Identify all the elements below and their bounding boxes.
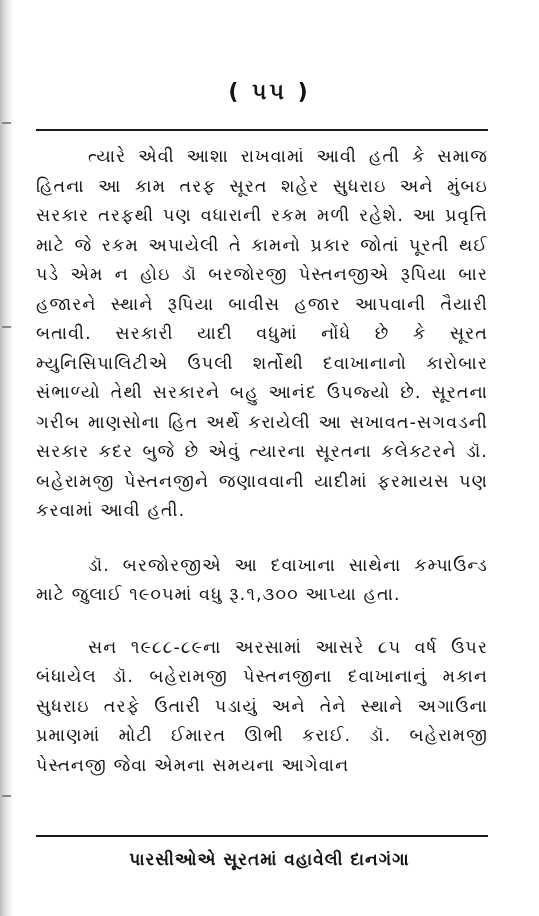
binding-mark [2,122,11,124]
footer-book-title: પારસીઓએ સૂરતમાં વહાવેલી દાનગંગા [129,850,410,870]
page-number: ( ૫૫ ) [228,80,311,105]
paragraph: ડૉ. બરજોરજીએ આ દવાખાના સાથેના કમ્પાઉન્ડ માટે જુલાઈ ૧૯૦૫માં વધુ રૂ.૧,૩૦૦ આપ્યા હતા. [36,555,488,605]
binding-mark [2,326,11,328]
header-rule [36,129,488,131]
paragraph: ત્યારે એવી આશા રાખવામાં આવી હતી કે સમાજ હિતના આ કામ તરફ સૂરત શહેર સુધરાઇ અને મુંબઇ સરકાર તરફથી પણ વધારાની રકમ મળી રહેશે. આ પ્રવૃત્તિ માટે જે રકમ અપાયેલી તે કામનો પ્રકાર જોતાં પૂરતી થઈ પડે એમ ન હોઇ ડૉ બરજોરજી પેસ્તનજીએ રૂપિયા બાર હજારને સ્થાને રૂપિયા બાવીસ હજાર આપવાની તૈયારી બતાવી. સરકારી યાદી વધુમાં નોંધે છે કે સૂરત મ્યુનિસિપાલિટીએ ઉપલી શર્તોથી દવાખાનાનો કારોબાર સંભાળ્યો તેથી સરકારને બહુ આનંદ ઉપજ્યો છે. સૂરતના ગરીબ માણસોના હિત અર્થે કરાયેલી આ સખાવત-સગવડની સરકાર કદર બુજે છે એવું ત્યારના સૂરતના કલેક્ટરને ડૉ. બહેરામજી પેસ્તનજીને જણાવવાની યાદીમાં ફરમાયસ પણ કરવામાં આવી હતી. [36,147,488,521]
binding-mark [2,795,11,797]
footer-rule [36,835,488,837]
paragraph: સન ૧૯૮૮-૮૯ના અરસામાં આસરે ૮૫ વર્ષ ઉપર બંધાયેલ ડૉ. બહેરામજી પેસ્તનજીના દવાખાનાનું મકાન સુધરાઇ તરફે ઉતારી પડાયું અને તેને સ્થાને અગાઉના પ્રમાણમાં મોટી ઈમારત ઊભી કરાઈ. ડૉ. બહેરામજી પેસ્તનજી જેવા એમના સમયના આગેવાન [36,637,488,776]
page-binding-edge [0,0,14,916]
body-text [36,143,488,781]
